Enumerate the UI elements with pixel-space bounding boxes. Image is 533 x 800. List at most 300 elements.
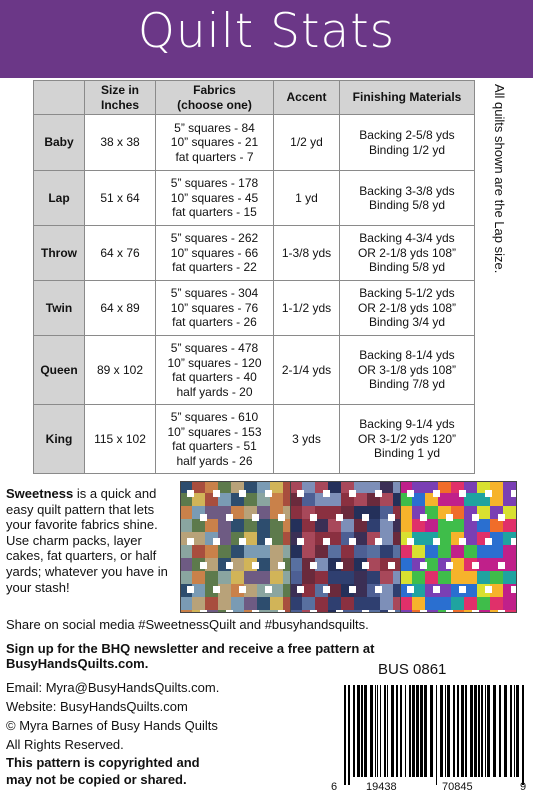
quilt-white-square (433, 586, 440, 593)
quilt-white-square (407, 538, 414, 545)
quilt-white-square (278, 562, 285, 569)
fabrics-cell-line: 5” squares - 610 (170, 410, 259, 424)
quilt-patch (181, 506, 192, 519)
quilt-patch (315, 597, 328, 610)
quilt-patch (291, 506, 302, 519)
barcode-bar (384, 685, 386, 777)
row-name: King (34, 405, 85, 474)
finishing-cell-line: OR 3-1/2 yds 120” (357, 431, 457, 446)
column-header-accent: Accent (274, 81, 340, 115)
barcode-bar (504, 685, 507, 777)
quilt-white-square (388, 610, 395, 613)
finishing-cell (340, 226, 475, 281)
social-media-text: Share on social media #SweetnessQuilt and #busyhandsquilts. (6, 617, 369, 632)
quilt-patch (367, 571, 380, 584)
quilt-patch (451, 545, 464, 558)
fabrics-cell-line: 10” squares - 153 (167, 424, 262, 439)
barcode-bar (405, 685, 406, 777)
quilt-white-square (407, 490, 414, 497)
quilt-white-square (187, 490, 194, 497)
quilt-white-square (511, 538, 517, 545)
quilt-patch (503, 597, 516, 610)
copyright-notice-1: This pattern is copyrighted and (6, 755, 200, 770)
quilt-white-square (187, 586, 194, 593)
column-header-fabrics: Fabrics (choose one) (156, 81, 274, 115)
quilt-white-square (297, 490, 304, 497)
newsletter-line-2: BusyHandsQuilts.com. (6, 656, 149, 671)
quilt-patch (438, 597, 451, 610)
copyright-notice-2: may not be copied or shared. (6, 772, 187, 787)
table-row (34, 336, 475, 405)
quilt-patch (315, 571, 328, 584)
barcode-bar (348, 685, 350, 785)
row-name: Lap (34, 171, 85, 226)
fabrics-cell-line: 5” squares - 178 (170, 176, 259, 191)
finishing-cell (340, 336, 475, 405)
barcode-bar (400, 685, 402, 777)
quilt-white-square (239, 538, 246, 545)
finishing-cell-line: Backing 5-1/2 yds (359, 286, 455, 301)
email-text: Email: Myra@BusyHandsQuilts.com. (6, 680, 220, 695)
barcode-bar (424, 685, 427, 777)
quilt-white-square (472, 610, 479, 613)
quilt-white-square (239, 586, 246, 593)
quilt-white-square (459, 538, 466, 545)
quilt-white-square (213, 538, 220, 545)
rights-text: All Rights Reserved. (6, 737, 124, 752)
quilt-patch (192, 597, 205, 610)
quilt-patch (302, 571, 315, 584)
barcode-bar (522, 685, 524, 785)
barcode-digits-right: 70845 (442, 781, 473, 793)
barcode-bar (510, 685, 512, 777)
finishing-cell-line: Binding 5/8 yd (368, 198, 446, 212)
fabrics-cell-line: 10” squares - 21 (170, 135, 259, 150)
quilt-patch (438, 571, 451, 584)
quilt-patch (425, 597, 438, 610)
quilt-patch (291, 519, 302, 532)
quilt-patch (328, 571, 341, 584)
quilt-patch (181, 519, 192, 532)
quilt-white-square (336, 562, 343, 569)
barcode-bar (370, 685, 373, 777)
barcode-bar (377, 685, 378, 777)
barcode-bar (493, 685, 496, 777)
quilt-white-square (498, 562, 505, 569)
barcode-bar (465, 685, 467, 777)
finishing-cell-line: OR 2-1/8 yds 108” (357, 300, 457, 315)
quilt-white-square (252, 562, 259, 569)
barcode-bar (387, 685, 388, 777)
quilt-patch (302, 545, 315, 558)
quilt-patch (464, 597, 477, 610)
barcode-digit-last: 9 (520, 781, 527, 793)
barcode-digit-first: 6 (331, 781, 338, 793)
quilt-patch (231, 597, 244, 610)
quilt-patch (341, 571, 354, 584)
finishing-cell (340, 281, 475, 336)
quilt-patch (380, 597, 393, 610)
finishing-cell-line: Binding 1 yd (373, 446, 441, 461)
quilt-patch (218, 597, 231, 610)
quilt-patch (328, 545, 341, 558)
quilt-patch (477, 545, 490, 558)
finishing-cell-line: Backing 9-1/4 yds (359, 417, 455, 432)
quilt-white-square (485, 538, 492, 545)
size-cell: 64 x 89 (85, 281, 156, 336)
quilt-white-square (213, 586, 220, 593)
finishing-cell-line: Binding 1/2 yd (368, 142, 446, 157)
quilt-patch (401, 519, 412, 532)
quilt-white-square (472, 562, 479, 569)
website-text: Website: BusyHandsQuilts.com (6, 699, 188, 714)
quilt-white-square (511, 490, 517, 497)
barcode-bar (485, 685, 486, 777)
quilt-white-square (388, 514, 395, 521)
quilt-patch (380, 545, 393, 558)
quilt-white-square (187, 538, 194, 545)
barcode-bar (487, 685, 490, 777)
barcode-bar (416, 685, 419, 777)
quilt-white-square (459, 490, 466, 497)
quilt-white-square (459, 586, 466, 593)
quilt-white-square (200, 562, 207, 569)
quilt-white-square (200, 610, 207, 613)
quilt-white-square (446, 514, 453, 521)
quilt-patch (181, 610, 192, 613)
quilt-patch (231, 545, 244, 558)
quilt-white-square (310, 514, 317, 521)
barcode-bar (420, 685, 423, 777)
quilt-patch (291, 571, 302, 584)
quilt-patch (367, 545, 380, 558)
quilt-patch (490, 545, 503, 558)
barcode-bar (447, 685, 450, 777)
column-header-finishing: Finishing Materials (340, 81, 475, 115)
finishing-cell-line: Backing 3-3/8 yds (359, 183, 455, 198)
quilt-white-square (310, 562, 317, 569)
barcode-bar (453, 685, 455, 777)
fabrics-cell-line: fat quarters - 15 (172, 205, 257, 220)
quilt-patch (231, 571, 244, 584)
table-header-row (34, 81, 475, 115)
quilt-patch (425, 571, 438, 584)
finishing-cell-line: OR 2-1/8 yds 108” (357, 245, 457, 260)
quilt-patch (438, 545, 451, 558)
quilt-white-square (252, 514, 259, 521)
quilt-patch (516, 519, 517, 532)
quilt-patch (244, 545, 257, 558)
quilt-patch (302, 597, 315, 610)
finishing-cell-line: Backing 4-3/4 yds (359, 231, 455, 246)
quilt-patch (257, 571, 270, 584)
barcode-bar (514, 685, 515, 777)
quilt-white-square (446, 610, 453, 613)
barcode-bar (396, 685, 398, 777)
quilt-patch (192, 571, 205, 584)
fabrics-cell-line: 10” squares - 120 (167, 355, 262, 370)
quilt-patch (464, 545, 477, 558)
row-name: Queen (34, 336, 85, 405)
size-cell: 38 x 38 (85, 115, 156, 171)
accent-cell: 1-1/2 yds (274, 281, 340, 336)
quilt-patch (516, 482, 517, 493)
quilt-patch (503, 571, 516, 584)
quilt-white-square (323, 538, 330, 545)
accent-cell: 3 yds (274, 405, 340, 474)
quilt-white-square (511, 586, 517, 593)
quilt-patch (401, 506, 412, 519)
quilt-white-square (388, 562, 395, 569)
accent-cell: 1 yd (274, 171, 340, 226)
quilt-white-square (226, 562, 233, 569)
quilt-patch (354, 571, 367, 584)
title-banner (0, 0, 533, 78)
quilt-patch (270, 597, 283, 610)
quilt-patch (257, 597, 270, 610)
size-cell: 51 x 64 (85, 171, 156, 226)
fabrics-cell-line: fat quarters - 7 (175, 149, 254, 164)
quilt-white-square (310, 610, 317, 613)
quilt-white-square (265, 586, 272, 593)
barcode-bar (353, 685, 355, 777)
fabrics-cell-line: 10” squares - 45 (170, 190, 259, 205)
quilt-patch (181, 558, 192, 571)
finishing-cell-line: OR 3-1/8 yds 108” (357, 362, 457, 377)
fabrics-cell-line: half yards - 20 (176, 384, 253, 399)
finishing-cell (340, 115, 475, 171)
barcode-bar (474, 685, 477, 777)
quilt-white-square (420, 562, 427, 569)
barcode-bar (516, 685, 519, 777)
quilt-patch (291, 597, 302, 610)
quilt-patch (401, 610, 412, 613)
barcode-bar (440, 685, 443, 777)
quilt-white-square (375, 490, 382, 497)
quilt-white-square (297, 586, 304, 593)
quilt-patch (270, 545, 283, 558)
quilt-image-3 (400, 481, 517, 613)
barcode-bar (409, 685, 411, 777)
quilt-patch (244, 597, 257, 610)
quilt-patch (516, 506, 517, 519)
column-header (34, 81, 85, 115)
pattern-description (6, 486, 178, 595)
quilt-white-square (265, 538, 272, 545)
accent-cell: 1/2 yd (274, 115, 340, 171)
quilt-white-square (349, 490, 356, 497)
quilt-white-square (349, 586, 356, 593)
quilt-white-square (498, 610, 505, 613)
quilt-image-2 (290, 481, 407, 613)
quilt-patch (380, 571, 393, 584)
quilt-patch (401, 545, 412, 558)
quilt-white-square (362, 610, 369, 613)
product-code: BUS 0861 (378, 661, 447, 678)
quilt-white-square (498, 514, 505, 521)
quilt-patch (367, 597, 380, 610)
quilt-patch (401, 558, 412, 571)
quilt-patch (315, 545, 328, 558)
table-row (34, 171, 475, 226)
table-row (34, 115, 475, 171)
row-name: Throw (34, 226, 85, 281)
fabrics-cell-line: fat quarters - 22 (172, 260, 257, 275)
barcode-bar (364, 685, 367, 777)
quilt-white-square (349, 538, 356, 545)
barcode-bar (380, 685, 381, 777)
quilt-white-square (375, 586, 382, 593)
fabrics-cell-line: 5” squares - 262 (170, 231, 259, 246)
quilt-patch (205, 545, 218, 558)
quilt-patch (257, 545, 270, 558)
quilt-patch (490, 571, 503, 584)
quilt-patch (516, 597, 517, 610)
pattern-name: Sweetness (6, 486, 74, 501)
fabrics-cell-line: fat quarters - 40 (172, 370, 257, 384)
quilt-patch (354, 545, 367, 558)
barcode-bar (478, 685, 480, 777)
fabrics-cell-line: 10” squares - 76 (170, 300, 259, 315)
quilt-patch (412, 545, 425, 558)
fabrics-cell-line: 5” squares - 304 (170, 286, 259, 301)
quilt-patch (205, 571, 218, 584)
quilt-patch (192, 545, 205, 558)
quilt-white-square (375, 538, 382, 545)
barcode-bar (357, 685, 360, 777)
fabrics-cell (156, 405, 274, 474)
quilt-patch (218, 545, 231, 558)
quilt-white-square (213, 490, 220, 497)
quilt-patch (412, 597, 425, 610)
quilt-patch (218, 571, 231, 584)
quilt-patch (291, 558, 302, 571)
quilt-patch (181, 545, 192, 558)
quilt-patch (464, 571, 477, 584)
finishing-cell (340, 171, 475, 226)
size-cell: 115 x 102 (85, 405, 156, 474)
barcode-bar (481, 685, 483, 777)
finishing-cell-line: Backing 8-1/4 yds (359, 348, 455, 363)
quilt-white-square (407, 586, 414, 593)
quilt-patch (516, 493, 517, 506)
barcode-bar (375, 685, 376, 777)
fabrics-cell (156, 281, 274, 336)
finishing-cell-line: Binding 7/8 yd (368, 377, 446, 392)
table-row (34, 226, 475, 281)
barcode-bar (436, 685, 437, 785)
size-cell: 89 x 102 (85, 336, 156, 405)
quilt-patch (205, 597, 218, 610)
finishing-cell (340, 405, 475, 474)
barcode-bar (412, 685, 415, 777)
quilt-white-square (420, 610, 427, 613)
quilt-stats-table (33, 80, 475, 474)
fabrics-cell (156, 171, 274, 226)
quilt-patch (425, 545, 438, 558)
finishing-cell-line: Backing 2-5/8 yds (359, 128, 455, 142)
barcode-bar (461, 685, 464, 777)
side-note-text: All quilts shown are the Lap size. (492, 84, 507, 274)
quilt-patch (328, 597, 341, 610)
copyright-text: © Myra Barnes of Busy Hands Quilts (6, 718, 218, 733)
quilt-patch (451, 597, 464, 610)
quilt-patch (401, 597, 412, 610)
quilt-white-square (362, 562, 369, 569)
quilt-white-square (226, 514, 233, 521)
quilt-patch (516, 558, 517, 571)
quilt-white-square (336, 610, 343, 613)
barcode (344, 685, 528, 785)
quilt-white-square (336, 514, 343, 521)
finishing-cell-line: Binding 3/4 yd (368, 315, 446, 330)
fabrics-cell-line: 5” squares - 478 (170, 341, 259, 355)
barcode-bar (430, 685, 433, 777)
quilt-patch (401, 571, 412, 584)
quilt-white-square (433, 490, 440, 497)
barcode-digits-left: 19438 (366, 781, 397, 793)
finishing-cell-line: Binding 5/8 yd (368, 260, 446, 275)
quilt-patch (341, 545, 354, 558)
quilt-patch (412, 571, 425, 584)
quilt-white-square (485, 586, 492, 593)
quilt-patch (291, 545, 302, 558)
fabrics-cell-line: fat quarters - 51 (172, 439, 257, 453)
barcode-bar (457, 685, 459, 777)
row-name: Baby (34, 115, 85, 171)
barcode-bar (391, 685, 394, 777)
quilt-white-square (323, 490, 330, 497)
quilt-white-square (472, 514, 479, 521)
quilt-patch (503, 545, 516, 558)
page-title: Quilt Stats (137, 4, 396, 59)
row-name: Twin (34, 281, 85, 336)
quilt-white-square (200, 514, 207, 521)
barcode-bar (470, 685, 473, 777)
quilt-patch (451, 571, 464, 584)
quilt-patch (181, 571, 192, 584)
barcode-bar (344, 685, 346, 785)
quilt-patch (516, 545, 517, 558)
quilt-patch (181, 597, 192, 610)
quilt-patch (291, 610, 302, 613)
quilt-white-square (265, 490, 272, 497)
quilt-white-square (420, 514, 427, 521)
fabrics-cell-line: half yards - 26 (176, 453, 253, 468)
quilt-white-square (278, 610, 285, 613)
quilt-patch (516, 571, 517, 584)
barcode-bar (361, 685, 363, 777)
fabrics-cell (156, 226, 274, 281)
quilt-patch (354, 597, 367, 610)
quilt-white-square (323, 586, 330, 593)
table-row (34, 405, 475, 474)
barcode-bar (499, 685, 501, 777)
side-note (489, 84, 509, 414)
fabrics-cell-line: 5” squares - 84 (174, 120, 255, 135)
fabrics-cell (156, 115, 274, 171)
quilt-patch (516, 610, 517, 613)
column-header-size: Size in Inches (85, 81, 156, 115)
quilt-white-square (239, 490, 246, 497)
newsletter-line-1: Sign up for the BHQ newsletter and receive a free pattern at (6, 641, 375, 656)
quilt-white-square (297, 538, 304, 545)
quilt-white-square (278, 514, 285, 521)
quilt-patch (516, 532, 517, 545)
quilt-patch (516, 584, 517, 597)
quilt-patch (341, 597, 354, 610)
fabrics-cell (156, 336, 274, 405)
